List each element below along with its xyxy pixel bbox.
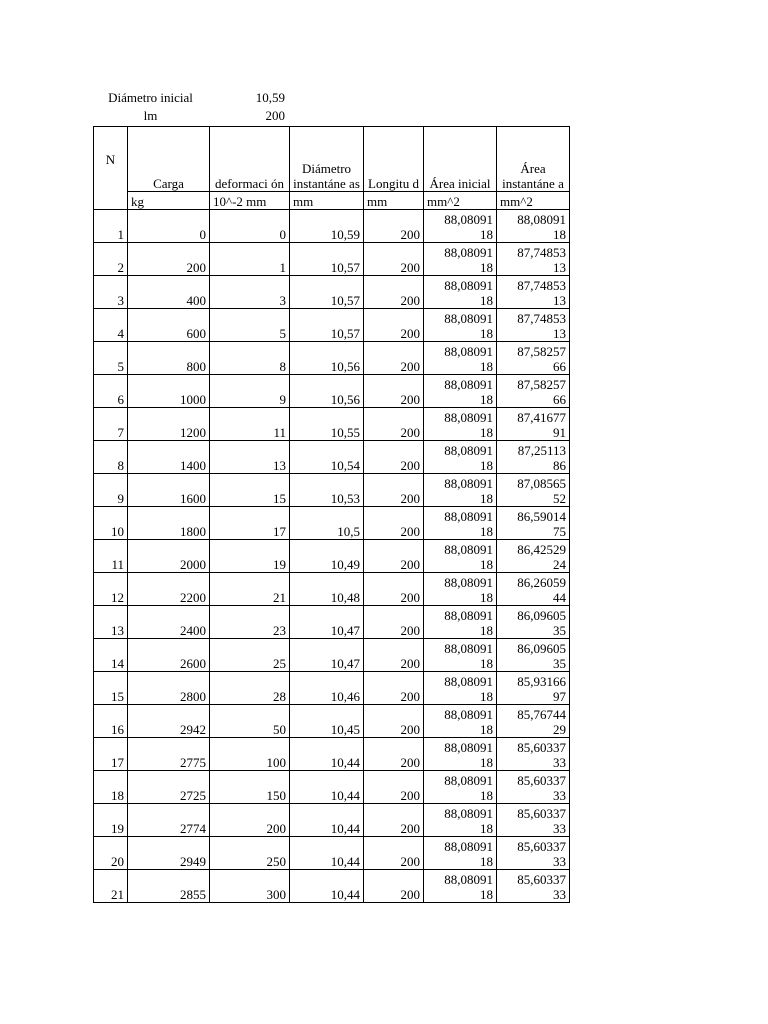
cell-area-inicial-line-1: 88,08091 [444,575,493,590]
cell-area-inicial-line-2: 18 [480,755,493,770]
cell-area-inicial-line-1: 88,08091 [444,344,493,359]
cell-area-inicial-line-1: 88,08091 [444,443,493,458]
cell-diametro: 10,59 [290,210,364,243]
cell-area-inicial-line-2: 18 [480,821,493,836]
cell-deformacion: 8 [210,342,290,375]
header-deformacion: deformaci ón [210,127,290,192]
table-row [94,639,570,672]
cell-area-inicial-line-2: 18 [480,524,493,539]
cell-area-inicial-line-1: 88,08091 [444,509,493,524]
cell-area-inicial [424,474,497,507]
cell-deformacion: 1 [210,243,290,276]
cell-longitud: 200 [364,276,424,309]
table-row [94,672,570,705]
info-label: Diámetro inicial [108,90,193,105]
cell-deformacion: 25 [210,639,290,672]
cell-area-instantanea-line-1: 85,60337 [517,806,566,821]
cell-carga: 2775 [128,738,210,771]
cell-area-instantanea [497,672,570,705]
cell-area-inicial-line-2: 18 [480,425,493,440]
cell-area-inicial [424,507,497,540]
cell-area-instantanea-line-1: 87,25113 [517,443,566,458]
cell-area-instantanea [497,375,570,408]
info-value: 200 [265,108,285,123]
cell-area-inicial [424,309,497,342]
cell-area-inicial [424,573,497,606]
cell-deformacion: 19 [210,540,290,573]
table-row [94,474,570,507]
cell-area-inicial-line-2: 18 [480,557,493,572]
cell-area-inicial [424,540,497,573]
cell-n: 13 [94,606,128,639]
cell-area-instantanea [497,738,570,771]
cell-area-instantanea-line-1: 87,41677 [517,410,566,425]
cell-area-instantanea-line-2: 66 [553,392,566,407]
cell-area-inicial-line-1: 88,08091 [444,839,493,854]
cell-n: 5 [94,342,128,375]
cell-diametro: 10,54 [290,441,364,474]
cell-carga: 2725 [128,771,210,804]
cell-area-instantanea [497,408,570,441]
cell-carga: 800 [128,342,210,375]
cell-area-inicial-line-2: 18 [480,293,493,308]
cell-area-instantanea-line-1: 85,76744 [517,707,566,722]
header-carga: Carga [128,127,210,192]
cell-area-instantanea-line-1: 86,42529 [517,542,566,557]
cell-longitud: 200 [364,309,424,342]
cell-area-instantanea-line-2: 75 [553,524,566,539]
info-value: 10,59 [255,90,285,105]
unit-n [94,192,128,210]
cell-deformacion: 250 [210,837,290,870]
table-row [94,837,570,870]
cell-area-instantanea-line-2: 13 [553,326,566,341]
cell-deformacion: 15 [210,474,290,507]
cell-carga: 400 [128,276,210,309]
cell-carga: 2774 [128,804,210,837]
cell-area-inicial [424,639,497,672]
table-row [94,243,570,276]
cell-area-inicial [424,342,497,375]
cell-area-inicial [424,771,497,804]
cell-longitud: 200 [364,342,424,375]
cell-area-inicial [424,408,497,441]
cell-diametro: 10,48 [290,573,364,606]
header-diametro: Diámetro instantáne as [290,127,364,192]
cell-area-instantanea [497,441,570,474]
cell-deformacion: 23 [210,606,290,639]
cell-diametro: 10,44 [290,837,364,870]
info-lm [93,107,293,125]
cell-area-instantanea-line-2: 29 [553,722,566,737]
cell-area-instantanea-line-2: 33 [553,887,566,902]
cell-area-instantanea [497,474,570,507]
cell-longitud: 200 [364,804,424,837]
cell-area-instantanea-line-1: 85,93166 [517,674,566,689]
cell-area-instantanea [497,837,570,870]
cell-area-instantanea-line-1: 86,59014 [517,509,566,524]
cell-deformacion: 21 [210,573,290,606]
cell-area-instantanea-line-1: 87,58257 [517,344,566,359]
cell-area-instantanea-line-1: 87,74853 [517,311,566,326]
table-row [94,507,570,540]
table-row [94,210,570,243]
cell-carga: 2600 [128,639,210,672]
cell-carga: 0 [128,210,210,243]
cell-diametro: 10,44 [290,771,364,804]
table-row [94,342,570,375]
cell-area-instantanea [497,309,570,342]
cell-longitud: 200 [364,870,424,903]
cell-area-inicial-line-2: 18 [480,854,493,869]
cell-diametro: 10,5 [290,507,364,540]
cell-diametro: 10,56 [290,342,364,375]
cell-area-inicial-line-2: 18 [480,689,493,704]
cell-n: 20 [94,837,128,870]
unit-longitud: mm [364,192,424,210]
cell-area-inicial [424,672,497,705]
cell-area-inicial-line-1: 88,08091 [444,377,493,392]
cell-n: 16 [94,705,128,738]
cell-area-inicial-line-1: 88,08091 [444,245,493,260]
cell-n: 15 [94,672,128,705]
cell-area-instantanea-line-1: 85,60337 [517,872,566,887]
cell-carga: 1600 [128,474,210,507]
cell-longitud: 200 [364,639,424,672]
cell-area-instantanea [497,507,570,540]
cell-area-instantanea-line-1: 85,60337 [517,740,566,755]
cell-area-inicial-line-1: 88,08091 [444,278,493,293]
cell-carga: 1400 [128,441,210,474]
cell-area-inicial-line-1: 88,08091 [444,476,493,491]
cell-area-inicial-line-1: 88,08091 [444,707,493,722]
cell-diametro: 10,57 [290,243,364,276]
cell-area-instantanea [497,870,570,903]
cell-deformacion: 11 [210,408,290,441]
cell-n: 12 [94,573,128,606]
cell-deformacion: 100 [210,738,290,771]
table-row [94,309,570,342]
unit-area-inicial: mm^2 [424,192,497,210]
cell-area-instantanea-line-1: 86,09605 [517,641,566,656]
cell-area-inicial-line-2: 18 [480,656,493,671]
cell-area-instantanea-line-1: 87,08565 [517,476,566,491]
cell-area-inicial-line-2: 18 [480,326,493,341]
data-table [93,126,570,903]
cell-area-inicial-line-2: 18 [480,788,493,803]
cell-n: 3 [94,276,128,309]
cell-carga: 2949 [128,837,210,870]
table-row [94,573,570,606]
cell-area-instantanea-line-1: 87,58257 [517,377,566,392]
unit-diametro: mm [290,192,364,210]
cell-deformacion: 200 [210,804,290,837]
cell-deformacion: 150 [210,771,290,804]
cell-area-inicial [424,837,497,870]
cell-diametro: 10,44 [290,804,364,837]
cell-n: 14 [94,639,128,672]
cell-area-inicial-line-1: 88,08091 [444,212,493,227]
cell-longitud: 200 [364,771,424,804]
cell-carga: 1800 [128,507,210,540]
cell-longitud: 200 [364,738,424,771]
cell-longitud: 200 [364,408,424,441]
cell-longitud: 200 [364,837,424,870]
info-initial-diameter [93,89,293,107]
cell-area-inicial-line-2: 18 [480,359,493,374]
cell-area-instantanea-line-2: 44 [553,590,566,605]
cell-area-inicial-line-1: 88,08091 [444,542,493,557]
cell-area-inicial-line-1: 88,08091 [444,311,493,326]
cell-longitud: 200 [364,375,424,408]
cell-area-inicial [424,243,497,276]
cell-n: 7 [94,408,128,441]
cell-diametro: 10,46 [290,672,364,705]
cell-area-instantanea [497,606,570,639]
cell-area-inicial-line-2: 18 [480,491,493,506]
cell-diametro: 10,47 [290,606,364,639]
header-area-inicial: Área inicial [424,127,497,192]
cell-area-inicial-line-2: 18 [480,458,493,473]
table-row [94,408,570,441]
table-row [94,804,570,837]
cell-longitud: 200 [364,672,424,705]
cell-diametro: 10,57 [290,309,364,342]
cell-area-instantanea [497,276,570,309]
cell-n: 10 [94,507,128,540]
cell-area-inicial-line-2: 18 [480,623,493,638]
cell-n: 8 [94,441,128,474]
unit-deformacion: 10^-2 mm [210,192,290,210]
info-label: lm [143,108,158,123]
cell-area-inicial-line-1: 88,08091 [444,872,493,887]
cell-area-inicial-line-1: 88,08091 [444,410,493,425]
cell-longitud: 200 [364,210,424,243]
cell-carga: 2000 [128,540,210,573]
table-row [94,771,570,804]
header-area-instantanea: Área instantáne a [497,127,570,192]
cell-area-inicial-line-1: 88,08091 [444,641,493,656]
cell-carga: 200 [128,243,210,276]
cell-area-inicial [424,738,497,771]
cell-n: 9 [94,474,128,507]
cell-area-instantanea-line-1: 85,60337 [517,773,566,788]
cell-area-instantanea-line-2: 35 [553,623,566,638]
cell-deformacion: 300 [210,870,290,903]
cell-area-instantanea-line-1: 86,26059 [517,575,566,590]
table-row [94,606,570,639]
cell-longitud: 200 [364,441,424,474]
table-row [94,441,570,474]
cell-area-inicial-line-1: 88,08091 [444,740,493,755]
cell-area-inicial [424,375,497,408]
cell-area-instantanea-line-2: 52 [553,491,566,506]
cell-area-instantanea-line-2: 86 [553,458,566,473]
cell-diametro: 10,55 [290,408,364,441]
cell-area-instantanea [497,243,570,276]
cell-area-inicial-line-1: 88,08091 [444,773,493,788]
cell-area-instantanea-line-1: 87,74853 [517,278,566,293]
cell-carga: 1000 [128,375,210,408]
cell-area-instantanea-line-2: 33 [553,854,566,869]
cell-area-inicial-line-2: 18 [480,887,493,902]
cell-n: 17 [94,738,128,771]
cell-carga: 1200 [128,408,210,441]
cell-area-instantanea-line-2: 18 [553,227,566,242]
cell-carga: 2200 [128,573,210,606]
cell-n: 2 [94,243,128,276]
cell-longitud: 200 [364,540,424,573]
cell-area-inicial-line-1: 88,08091 [444,608,493,623]
cell-diametro: 10,44 [290,870,364,903]
cell-area-inicial [424,705,497,738]
cell-carga: 600 [128,309,210,342]
cell-diametro: 10,47 [290,639,364,672]
header-n: N [94,127,128,192]
cell-area-inicial-line-1: 88,08091 [444,806,493,821]
cell-n: 1 [94,210,128,243]
cell-area-inicial-line-2: 18 [480,392,493,407]
unit-area-instantanea: mm^2 [497,192,570,210]
cell-longitud: 200 [364,606,424,639]
cell-deformacion: 3 [210,276,290,309]
cell-area-instantanea-line-2: 13 [553,293,566,308]
table-row [94,705,570,738]
cell-area-inicial-line-2: 18 [480,590,493,605]
cell-area-instantanea-line-1: 86,09605 [517,608,566,623]
cell-carga: 2942 [128,705,210,738]
cell-area-inicial [424,441,497,474]
cell-deformacion: 17 [210,507,290,540]
table-row [94,738,570,771]
cell-area-instantanea [497,771,570,804]
cell-diametro: 10,49 [290,540,364,573]
cell-area-instantanea [497,210,570,243]
cell-area-instantanea [497,804,570,837]
cell-area-inicial [424,804,497,837]
cell-longitud: 200 [364,573,424,606]
cell-carga: 2400 [128,606,210,639]
cell-n: 11 [94,540,128,573]
cell-area-instantanea [497,540,570,573]
table-row [94,276,570,309]
header-longitud: Longitu d [364,127,424,192]
cell-area-inicial [424,606,497,639]
cell-n: 4 [94,309,128,342]
cell-area-instantanea-line-2: 24 [553,557,566,572]
cell-diametro: 10,56 [290,375,364,408]
cell-area-instantanea [497,639,570,672]
cell-area-instantanea-line-1: 88,08091 [517,212,566,227]
cell-area-instantanea [497,342,570,375]
cell-area-inicial [424,210,497,243]
cell-area-instantanea-line-2: 35 [553,656,566,671]
cell-area-instantanea-line-2: 91 [553,425,566,440]
cell-area-instantanea-line-2: 97 [553,689,566,704]
cell-area-instantanea [497,573,570,606]
table-row [94,540,570,573]
unit-carga: kg [128,192,210,210]
cell-area-instantanea-line-2: 33 [553,821,566,836]
cell-n: 18 [94,771,128,804]
cell-deformacion: 50 [210,705,290,738]
cell-n: 6 [94,375,128,408]
cell-area-instantanea-line-1: 85,60337 [517,839,566,854]
cell-area-inicial [424,870,497,903]
cell-n: 19 [94,804,128,837]
cell-area-instantanea [497,705,570,738]
cell-deformacion: 5 [210,309,290,342]
cell-diametro: 10,57 [290,276,364,309]
cell-deformacion: 13 [210,441,290,474]
cell-diametro: 10,44 [290,738,364,771]
cell-area-inicial-line-2: 18 [480,722,493,737]
cell-longitud: 200 [364,243,424,276]
cell-area-instantanea-line-2: 33 [553,755,566,770]
cell-diametro: 10,53 [290,474,364,507]
cell-deformacion: 0 [210,210,290,243]
cell-deformacion: 9 [210,375,290,408]
cell-area-inicial-line-2: 18 [480,227,493,242]
cell-longitud: 200 [364,474,424,507]
cell-carga: 2800 [128,672,210,705]
cell-area-inicial [424,276,497,309]
cell-n: 21 [94,870,128,903]
table-row [94,870,570,903]
cell-area-instantanea-line-2: 33 [553,788,566,803]
cell-carga: 2855 [128,870,210,903]
cell-diametro: 10,45 [290,705,364,738]
cell-longitud: 200 [364,507,424,540]
cell-area-instantanea-line-2: 66 [553,359,566,374]
units-row [94,192,570,210]
cell-longitud: 200 [364,705,424,738]
cell-area-instantanea-line-2: 13 [553,260,566,275]
cell-area-inicial-line-2: 18 [480,260,493,275]
table-row [94,375,570,408]
header-row [94,127,570,192]
cell-area-instantanea-line-1: 87,74853 [517,245,566,260]
cell-deformacion: 28 [210,672,290,705]
cell-area-inicial-line-1: 88,08091 [444,674,493,689]
